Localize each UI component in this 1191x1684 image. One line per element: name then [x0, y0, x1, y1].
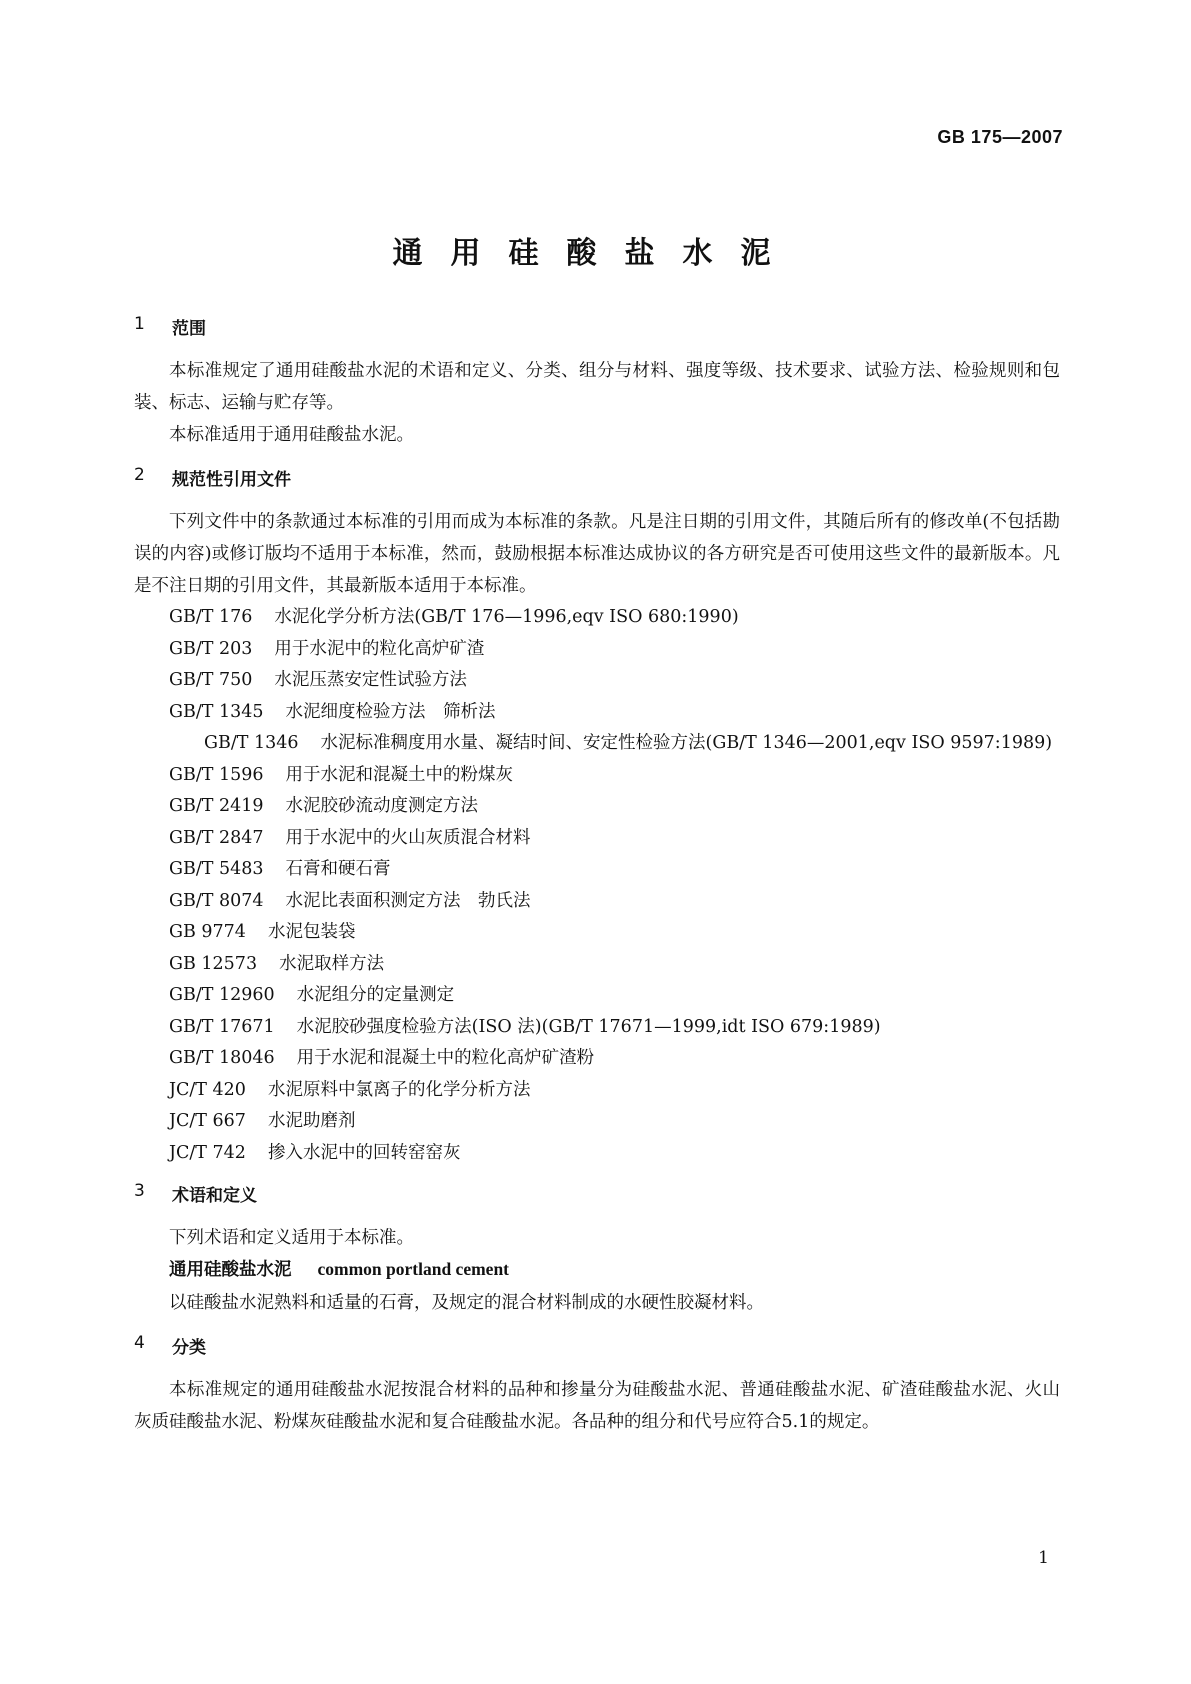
- reference-code: GB 12573: [169, 953, 258, 974]
- reference-code: GB/T 203: [169, 638, 253, 659]
- section-1-paragraph-2: 本标准适用于通用硅酸盐水泥。: [169, 425, 414, 445]
- reference-item: [134, 665, 1060, 697]
- reference-title: 用于水泥和混凝土中的粒化高炉矿渣粉: [296, 1048, 595, 1068]
- section-3-paragraph-1: 下列术语和定义适用于本标准。: [169, 1228, 414, 1248]
- reference-item: [134, 917, 1060, 949]
- reference-code: GB/T 2419: [169, 796, 264, 816]
- page-number: 1: [1038, 1548, 1049, 1568]
- section-number: 2: [134, 465, 145, 485]
- reference-title: 水泥压蒸安定性试验方法: [274, 670, 467, 690]
- reference-item: [134, 697, 1060, 729]
- reference-item: [134, 728, 1060, 760]
- reference-title: 水泥胶砂强度检验方法(ISO 法)(GB/T 17671—1999,idt ISO 679:1989): [296, 1016, 881, 1037]
- reference-code: GB/T 2847: [169, 827, 264, 848]
- term-definition: 以硅酸盐水泥熟料和适量的石膏，及规定的混合材料制成的水硬性胶凝材料。: [169, 1292, 764, 1313]
- reference-title: 水泥取样方法: [279, 953, 385, 974]
- reference-code: GB/T 1596: [169, 764, 264, 785]
- reference-code: GB/T 8074: [169, 890, 264, 911]
- reference-title: 石膏和硬石膏: [285, 859, 391, 879]
- reference-code: GB 9774: [169, 922, 246, 942]
- reference-item: [134, 1043, 1060, 1075]
- section-title: 分类: [172, 1337, 206, 1358]
- reference-code: GB/T 176: [169, 607, 253, 627]
- reference-code: GB/T 1345: [169, 701, 264, 722]
- reference-item: [134, 760, 1060, 792]
- section-4-heading: [134, 1333, 1060, 1358]
- reference-item: [134, 823, 1060, 855]
- term-english: common portland cement: [317, 1259, 510, 1279]
- reference-item: [134, 1106, 1060, 1138]
- reference-item: [134, 634, 1060, 666]
- reference-item: [134, 791, 1060, 823]
- reference-item: [134, 1012, 1060, 1044]
- reference-title: 水泥助磨剂: [267, 1111, 356, 1131]
- section-1-heading: [134, 314, 1060, 339]
- document-code: GB 175—2007: [937, 127, 1063, 147]
- reference-item: [134, 602, 1060, 634]
- reference-title: 掺入水泥中的回转窑窑灰: [267, 1142, 461, 1163]
- section-number: 4: [134, 1332, 145, 1353]
- reference-list: [134, 602, 1060, 1169]
- reference-title: 水泥标准稠度用水量、凝结时间、安定性检验方法(GB/T 1346—2001,eqv ISO 9597:1989): [320, 733, 1053, 753]
- page-title: 通用硅酸盐水泥: [392, 236, 799, 271]
- reference-title: 用于水泥中的火山灰质混合材料: [285, 827, 531, 848]
- section-2-heading: [134, 465, 1060, 490]
- section-2-paragraph-1: 下列文件中的条款通过本标准的引用而成为本标准的条款。凡是注日期的引用文件，其随后所有的修改单(不包括勘误的内容)或修订版均不适用于本标准，然而，鼓励根据本标准达成协议的各方研究是否可使用这些文件的最新版本。凡是不注日期的引用文件，其最新版本适用于本标准。: [134, 512, 1060, 596]
- reference-item: [134, 980, 1060, 1012]
- section-3-heading: [134, 1181, 1060, 1206]
- reference-title: 水泥化学分析方法(GB/T 176—1996,eqv ISO 680:1990): [274, 607, 739, 627]
- reference-code: GB/T 18046: [169, 1048, 275, 1068]
- reference-code: GB/T 17671: [169, 1016, 275, 1037]
- reference-title: 用于水泥和混凝土中的粉煤灰: [285, 764, 514, 785]
- document-body: [134, 314, 1060, 1438]
- reference-item: [134, 1138, 1060, 1170]
- reference-code: GB/T 750: [169, 670, 253, 690]
- reference-code: GB/T 12960: [169, 985, 275, 1005]
- reference-title: 水泥细度检验方法 筛析法: [285, 701, 496, 722]
- term-entry: [134, 1254, 1060, 1287]
- reference-title: 水泥组分的定量测定: [296, 985, 455, 1005]
- section-1-paragraph-1: 本标准规定了通用硅酸盐水泥的术语和定义、分类、组分与材料、强度等级、技术要求、试验方法、检验规则和包装、标志、运输与贮存等。: [134, 361, 1060, 413]
- reference-item: [134, 886, 1060, 918]
- section-title: 范围: [172, 319, 206, 339]
- reference-title: 用于水泥中的粒化高炉矿渣: [274, 638, 485, 659]
- section-number: 3: [134, 1181, 145, 1201]
- reference-title: 水泥包装袋: [267, 922, 356, 942]
- reference-item: [134, 949, 1060, 981]
- section-title: 规范性引用文件: [172, 470, 291, 490]
- reference-code: GB/T 5483: [169, 859, 264, 879]
- term-chinese: 通用硅酸盐水泥: [169, 1260, 292, 1280]
- section-4-paragraph-1: 本标准规定的通用硅酸盐水泥按混合材料的品种和掺量分为硅酸盐水泥、普通硅酸盐水泥、矿渣硅酸盐水泥、火山灰质硅酸盐水泥、粉煤灰硅酸盐水泥和复合硅酸盐水泥。各品种的组分和代号应符合5.1的规定。: [134, 1379, 1060, 1432]
- section-title: 术语和定义: [172, 1186, 257, 1206]
- reference-item: [134, 1075, 1060, 1107]
- reference-item: [134, 854, 1060, 886]
- reference-code: GB/T 1346: [204, 733, 299, 753]
- reference-code: JC/T 742: [169, 1142, 246, 1163]
- reference-title: 水泥比表面积测定方法 勃氏法: [285, 890, 531, 911]
- reference-title: 水泥胶砂流动度测定方法: [285, 796, 479, 816]
- reference-code: JC/T 420: [169, 1079, 246, 1100]
- reference-title: 水泥原料中氯离子的化学分析方法: [267, 1079, 531, 1100]
- section-number: 1: [134, 314, 145, 334]
- reference-code: JC/T 667: [169, 1111, 246, 1131]
